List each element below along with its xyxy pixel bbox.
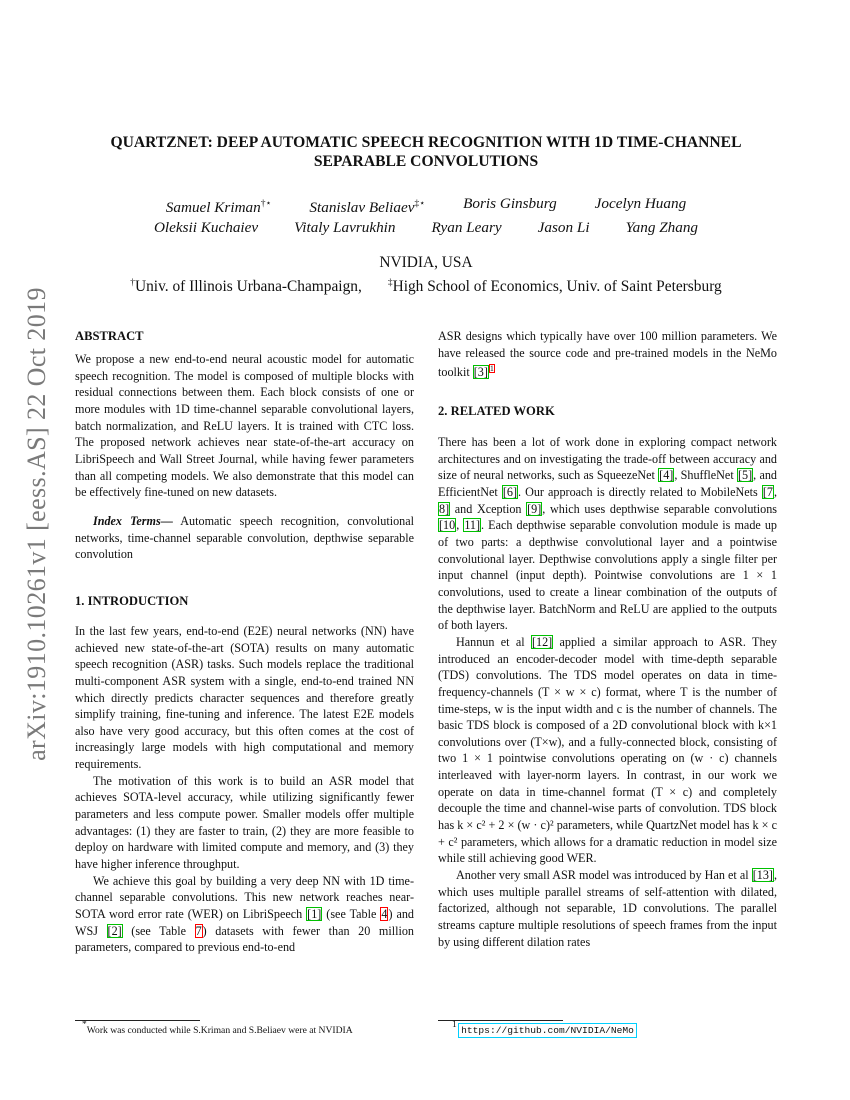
footnote-reference-link[interactable]: 1 <box>489 364 494 374</box>
citation-link[interactable]: [9] <box>527 501 542 516</box>
author: Yang Zhang <box>625 219 699 236</box>
authors-row-1 <box>75 194 777 218</box>
related-work-heading: 2. RELATED WORK <box>438 404 555 419</box>
nemo-github-link[interactable]: https://github.com/NVIDIA/NeMo <box>461 1025 634 1036</box>
table-reference-link[interactable]: 7 <box>195 923 202 938</box>
abstract-heading: ABSTRACT <box>75 329 144 343</box>
right-continuation-paragraph: ASR designs which typically have over 100 million parameters. We have released the source code and pre-trained models in the NeMo toolkit [3] $^1$ <box>438 329 777 380</box>
abstract-text: We propose a new end-to-end neural acoustic model for automatic speech recognition. The model is composed of multiple blocks with residual connections between them. Each block consists of one or more modules with 1D time-channel separable convolutional layers, batch normalization, and ReLU layers. It is trained with CTC loss. The proposed network achieves near state-of-the-art accuracy on LibriSpeech and Wall Street Journal, while having fewer parameters than all competing models. We also demonstrate that this model can be effectively fine-tuned on new datasets. <box>75 352 414 500</box>
author: Jason Li <box>537 219 590 236</box>
arxiv-identifier-stamp <box>22 286 52 762</box>
intro-paragraph-1: In the last few years, end-to-end (E2E) neural networks (NN) have achieved new state-of-the-art (SOTA) results on many automatic speech recognition (ASR) tasks. Such models replace the traditional multi-component ASR system with a single, end-to-end trained NN which directly predicts character sequences and therefore greatly simplify training, fine-tuning and inference. The latest E2E models also have very good accuracy, but this often comes at the cost of increasingly large models with high computational and memory requirements. <box>75 623 414 772</box>
citation-link[interactable]: [13] <box>752 868 773 883</box>
citation-link[interactable]: [4] <box>659 468 674 483</box>
paper-title <box>75 133 777 171</box>
footnote-left: *Work was conducted while S.Kriman and S.Beliaev were at NVIDIA <box>82 1020 353 1036</box>
title-line-1: QUARTZNET: DEEP AUTOMATIC SPEECH RECOGNITION WITH 1D TIME-CHANNEL <box>110 134 742 151</box>
citation-link[interactable]: [1] <box>307 907 322 922</box>
citation-link[interactable]: 8] <box>439 501 450 516</box>
author: Stanislav Beliaev‡⋆ <box>309 199 426 216</box>
author: Boris Ginsburg <box>463 195 557 212</box>
citation-link[interactable]: [7 <box>762 484 773 499</box>
footnote-right: $^1$ https://github.com/NVIDIA/NeMo <box>452 1020 634 1036</box>
citation-link[interactable]: [3] <box>473 365 488 380</box>
affiliation-row <box>75 273 777 297</box>
affiliation-main: NVIDIA, USA <box>379 254 473 271</box>
affiliations <box>75 253 777 297</box>
intro-paragraph-3: We achieve this goal by building a very deep NN with 1D time-channel separable convolutions. This new network reaches near-SOTA word error rate (WER) on LibriSpeech [1] (see Table 4) and WSJ [2] (see Table 7) datasets with fewer than 20 million parameters, compared to previous end-to-end <box>75 873 414 955</box>
author: Ryan Leary <box>431 219 502 236</box>
index-terms <box>75 513 414 563</box>
citation-link[interactable]: [6] <box>502 484 517 499</box>
citation-link[interactable]: [2] <box>107 923 122 938</box>
index-terms-text: Automatic speech recognition, convolutional networks, time-channel separable convolution, depthwise separable convolution <box>75 513 414 562</box>
title-line-2: SEPARABLE CONVOLUTIONS <box>313 153 539 170</box>
citation-link[interactable]: 11] <box>464 518 481 533</box>
related-paragraph-1: There has been a lot of work done in exploring compact network architectures and on investigating the trade-off between accuracy and size of neural networks, such as SqueezeNet [4], ShuffleNet [5], and EfficientNet [6]. Our approach is directly related to MobileNets [7, 8] and Xception [9], which uses depthwise separable convolutions [10, 11]. Each depthwise separable convolution module is made up of two parts: a depthwise convolutional layer and a pointwise convolutional layer. Depthwise convolutions apply a single filter per input channel (input depth). Pointwise convolutions are 1 × 1 convolutions, used to create a linear combination of the outputs of the depthwise layer. BatchNorm and ReLU are applied to the outputs of both layers. <box>438 435 777 633</box>
related-paragraph-3: Another very small ASR model was introduced by Han et al [13], which uses multiple parallel streams of self-attention with dilated, factorized, although not separable, 1D convolutions. The parallel streams capture multiple resolutions of speech frames from the input by using different dilation rates <box>438 868 777 949</box>
table-reference-link[interactable]: 4 <box>381 907 388 922</box>
author-list <box>75 194 777 238</box>
arxiv-stamp-text: arXiv:1910.10261v1 [eess.AS] 22 Oct 2019 <box>22 287 51 761</box>
index-terms-label: Index Terms— <box>93 513 173 528</box>
affiliation-2: ‡High School of Economics, Univ. of Saint Petersburg <box>387 278 722 295</box>
right-column <box>438 328 777 950</box>
citation-link[interactable]: [5] <box>737 468 753 483</box>
author: Samuel Kriman†⋆ <box>165 199 272 216</box>
introduction-heading: 1. INTRODUCTION <box>75 593 189 608</box>
author: Jocelyn Huang <box>594 195 687 212</box>
authors-row-2 <box>75 218 777 238</box>
affiliation-1: †Univ. of Illinois Urbana-Champaign, <box>130 278 362 295</box>
author: Oleksii Kuchaiev <box>153 219 259 236</box>
intro-paragraph-2: The motivation of this work is to build an ASR model that achieves SOTA-level accuracy, while utilizing significantly fewer parameters and less compute power. Smaller models offer multiple advantages: (1) they are faster to train, (2) they are more feasible to deploy on hardware with limited compute and memory, and (3) they have higher inference throughput. <box>75 773 414 872</box>
author: Vitaly Lavrukhin <box>294 219 396 236</box>
citation-link[interactable]: [12] <box>531 634 553 649</box>
left-column <box>75 328 414 956</box>
related-paragraph-2: Hannun et al [12] applied a similar approach to ASR. They introduced an encoder-decoder model with time-depth separable (TDS) convolutions. The TDS model operates on data in time-frequency-channels (T × w × c) format, where T is the number of time-steps, w is the input width and c is the number of channels. The basic TDS block is composed of a 2D convolutional block with k×1 convolutions over (T×w), and a fully-connected block, consisting of two 1 × 1 pointwise convolutions operating on (w · c) channels interleaved with layer-norm layers. In contrast, in our work we operate on data in time-channel format (T × c) and completely decouple the time and channel-wise parts of convolution. TDS block has k × c² + 2 × (w · c)² parameters, while QuartzNet model has k × c + c² parameters, which allows for a dramatic reduction in model size while still achieving good WER. <box>438 634 777 866</box>
citation-link[interactable]: [10 <box>439 518 456 533</box>
